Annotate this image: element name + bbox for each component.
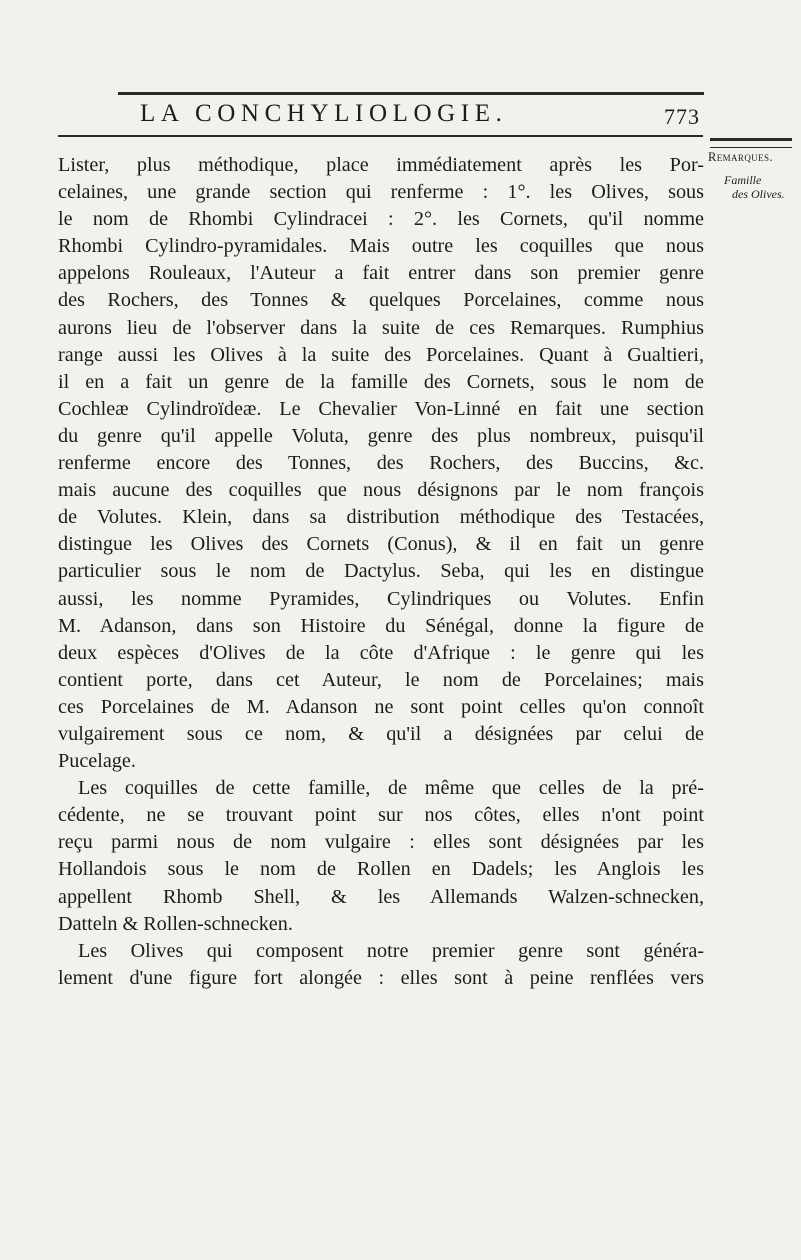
header-rule: [58, 135, 703, 137]
text-line: du genre qu'il appelle Voluta, genre des plus nombreux, puisqu'il: [58, 424, 704, 447]
text-line: contient porte, dans cet Auteur, le nom de Porcelaines; mais: [58, 668, 704, 691]
text-line: Rhombi Cylindro-pyramidales. Mais outre les coquilles que nous: [58, 235, 704, 258]
page-number: 773: [664, 104, 700, 129]
text-line: aurons lieu de l'observer dans la suite de ces Remarques. Rumphius: [58, 316, 704, 339]
text-line: Lister, plus méthodique, place immédiatement après les Por-: [58, 154, 704, 176]
margin-rule: [710, 138, 792, 148]
text-line: Cochleæ Cylindroïdeæ. Le Chevalier Von-Linné en fait une section: [58, 397, 704, 420]
text-line: Les coquilles de cette famille, de même que celles de la pré-: [78, 777, 704, 800]
text-line: deux espèces d'Olives de la côte d'Afrique : le genre qui les: [58, 641, 704, 664]
running-title: LA CONCHYLIOLOGIE.: [140, 100, 508, 127]
margin-note-line: Famille: [724, 173, 762, 187]
margin-note: [708, 150, 798, 201]
text-line: Hollandois sous le nom de Rollen en Dadels; les Anglois les: [58, 858, 704, 881]
text-line: M. Adanson, dans son Histoire du Sénégal, donne la figure de: [58, 614, 704, 637]
text-line: Datteln & Rollen-schnecken.: [58, 912, 293, 935]
text-line: mais aucune des coquilles que nous désignons par le nom françois: [58, 479, 704, 502]
text-line: distingue les Olives des Cornets (Conus), & il en fait un genre: [58, 533, 704, 556]
text-line: Les Olives qui composent notre premier genre sont généra-: [78, 939, 704, 962]
text-line: cédente, ne se trouvant point sur nos côtes, elles n'ont point: [58, 804, 704, 827]
text-line: celaines, une grande section qui renferme : 1°. les Olives, sous: [58, 181, 704, 204]
margin-note-text: [708, 173, 798, 201]
text-line: appelons Rouleaux, l'Auteur a fait entrer dans son premier genre: [58, 262, 704, 285]
text-line: vulgairement sous ce nom, & qu'il a désignées par celui de: [58, 722, 704, 745]
text-line: le nom de Rhombi Cylindracei : 2°. les Cornets, qu'il nomme: [58, 208, 704, 231]
page-header: [140, 100, 700, 134]
text-line: appellent Rhomb Shell, & les Allemands Walzen-schnecken,: [58, 885, 704, 908]
margin-note-line: des Olives.: [732, 187, 785, 201]
text-line: lement d'une figure fort alongée : elles sont à peine renflées vers: [58, 966, 704, 989]
text-line: Pucelage.: [58, 750, 136, 773]
text-line: des Rochers, des Tonnes & quelques Porcelaines, comme nous: [58, 289, 704, 312]
margin-heading: Remarques.: [708, 150, 773, 164]
text-line: ces Porcelaines de M. Adanson ne sont point celles qu'on connoît: [58, 695, 704, 718]
body-text: [58, 152, 704, 992]
text-line: de Volutes. Klein, dans sa distribution méthodique des Testacées,: [58, 506, 704, 529]
text-line: il en a fait un genre de la famille des Cornets, sous le nom de: [58, 370, 704, 393]
text-line: aussi, les nomme Pyramides, Cylindriques ou Volutes. Enfin: [58, 587, 704, 610]
text-line: range aussi les Olives à la suite des Porcelaines. Quant à Gualtieri,: [58, 343, 704, 366]
text-line: reçu parmi nous de nom vulgaire : elles sont désignées par les: [58, 831, 704, 854]
top-rule: [118, 92, 704, 95]
text-line: particulier sous le nom de Dactylus. Seba, qui les en distingue: [58, 560, 704, 583]
text-line: renferme encore des Tonnes, des Rochers, des Buccins, &c.: [58, 452, 704, 475]
